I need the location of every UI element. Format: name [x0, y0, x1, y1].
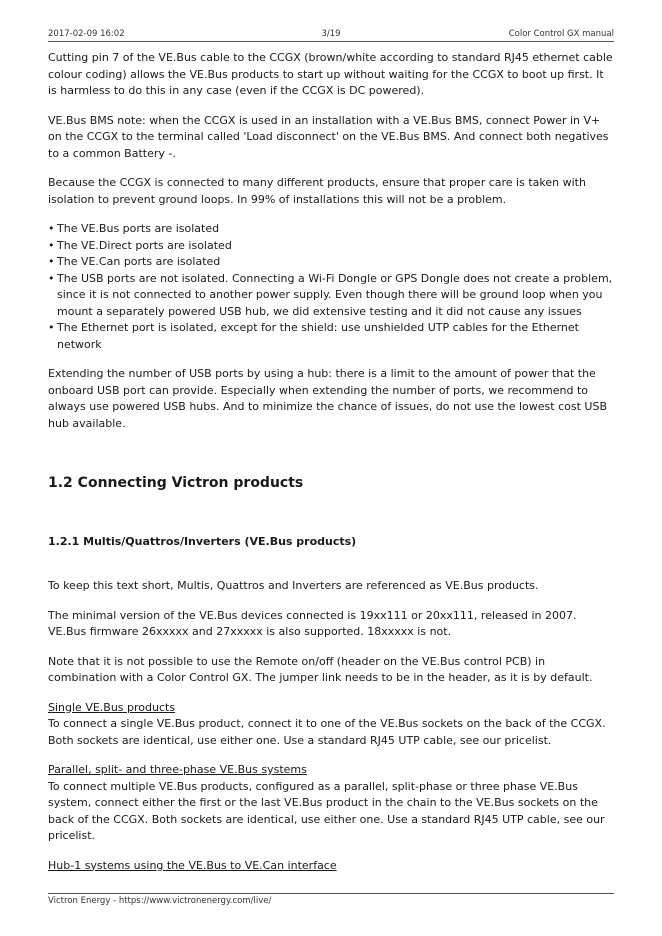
hub1-title: Hub-1 systems using the VE.Bus to VE.Can interface	[48, 858, 337, 872]
isolation-list	[48, 221, 614, 353]
paragraph-usb-hub: Extending the number of USB ports by using a hub: there is a limit to the amount of power that the onboard USB port can provide. Especially when extending the number of ports, we recommend to always use powered USB hubs. And to minimize the chance of issues, do not use the lowest cost USB hub available.	[48, 367, 607, 430]
paragraph-pin7: Cutting pin 7 of the VE.Bus cable to the CCGX (brown/white according to standard RJ45 ethernet cable colour coding) allows the VE.Bus products to start up without waiting for the CCGX to boot up first. It is harmless to do this in any case (even if the CCGX is DC powered).	[48, 51, 613, 97]
header-doc-title: Color Control GX manual	[508, 29, 614, 39]
subsection-heading: 1.2.1 Multis/Quattros/Inverters (VE.Bus products)	[48, 535, 357, 548]
paragraph-minimal-version: The minimal version of the VE.Bus devices connected is 19xx111 or 20xx111, released in 2007. VE.Bus firmware 26xxxxx and 27xxxxx is also supported. 18xxxxx is not.	[48, 608, 577, 638]
header-timestamp: 2017-02-09 16:02	[48, 29, 125, 39]
page-header	[48, 29, 614, 42]
list-item: • The VE.Can ports are isolated	[57, 254, 614, 271]
footer-text: Victron Energy - https://www.victronenergy.com/live/	[48, 896, 272, 906]
parallel-vebus-text: To connect multiple VE.Bus products, configured as a parallel, split-phase or three phase VE.Bus system, connect either the first or the last VE.Bus product in the chain to the VE.Bus sockets on the back of the CCGX. Both sockets are identical, use either one. Use a standard RJ45 UTP cable, see our pricelist.	[48, 779, 605, 842]
list-item: • The USB ports are not isolated. Connecting a Wi-Fi Dongle or GPS Dongle does not create a problem, since it is not connected to another power supply. Even though there will be ground loop when you mount a separately powered USB hub, we did extensive testing and it did not cause any issues	[57, 271, 614, 321]
list-item: • The VE.Direct ports are isolated	[57, 238, 614, 255]
page-content	[48, 50, 614, 874]
single-vebus-text: To connect a single VE.Bus product, connect it to one of the VE.Bus sockets on the back of the CCGX. Both sockets are identical, use either one. Use a standard RJ45 UTP cable, see our pricelist.	[48, 717, 606, 747]
paragraph-bms-note: VE.Bus BMS note: when the CCGX is used in an installation with a VE.Bus BMS, connect Power in V+ on the CCGX to the terminal called 'Load disconnect' on the VE.Bus BMS. And connect both negatives to a common Battery -.	[48, 113, 609, 160]
paragraph-intro: To keep this text short, Multis, Quattros and Inverters are referenced as VE.Bus products.	[48, 579, 539, 592]
section-heading: 1.2 Connecting Victron products	[48, 475, 304, 491]
header-page-number: 3/19	[321, 29, 341, 39]
parallel-vebus-title: Parallel, split- and three-phase VE.Bus systems	[48, 763, 307, 776]
list-item: • The Ethernet port is isolated, except for the shield: use unshielded UTP cables for the Ethernet network	[57, 320, 614, 353]
single-vebus-title: Single VE.Bus products	[48, 700, 176, 714]
paragraph-remote-onoff: Note that it is not possible to use the Remote on/off (header on the VE.Bus control PCB) in combination with a Color Control GX. The jumper link needs to be in the header, as it is by default.	[48, 654, 593, 684]
list-item: • The VE.Bus ports are isolated	[57, 221, 614, 238]
page-footer	[48, 893, 614, 906]
paragraph-isolation: Because the CCGX is connected to many different products, ensure that proper care is taken with isolation to prevent ground loops. In 99% of installations this will not be a problem.	[48, 176, 586, 206]
